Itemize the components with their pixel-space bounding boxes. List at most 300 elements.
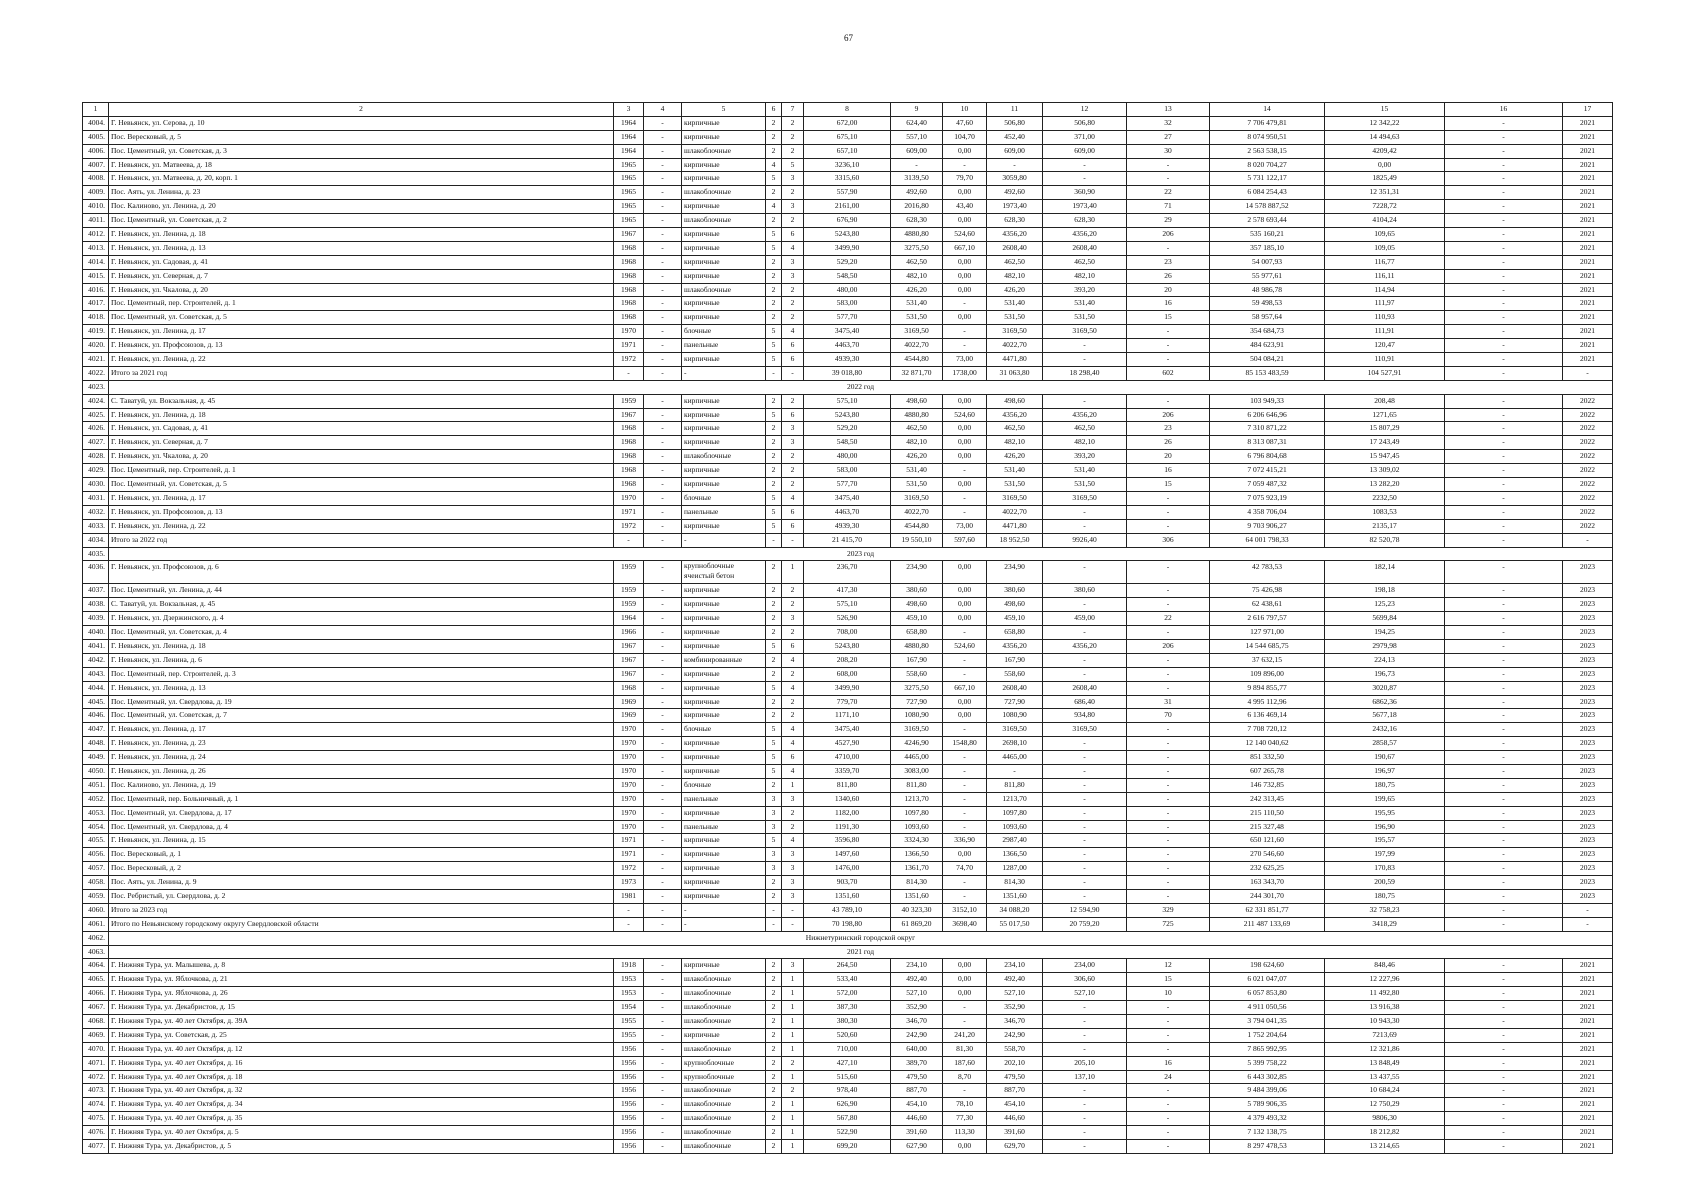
table-cell: кирпичные bbox=[682, 130, 766, 144]
table-cell: 454,10 bbox=[891, 1098, 943, 1112]
table-cell: 6 bbox=[782, 505, 804, 519]
table-cell: 2 bbox=[782, 464, 804, 478]
table-row bbox=[83, 408, 1613, 422]
table-cell: - bbox=[1563, 917, 1613, 931]
table-cell: 1953 bbox=[614, 987, 644, 1001]
table-cell: - bbox=[1127, 820, 1210, 834]
table-row bbox=[83, 598, 1613, 612]
table-cell: - bbox=[1043, 1098, 1127, 1112]
table-cell: 1956 bbox=[614, 1126, 644, 1140]
table-cell: 2021 bbox=[1563, 130, 1613, 144]
table-cell: 77,30 bbox=[943, 1112, 987, 1126]
table-cell: блочные bbox=[682, 491, 766, 505]
table-cell: 16 bbox=[1127, 1056, 1210, 1070]
row-number: 4023. bbox=[83, 380, 109, 394]
table-cell: 1959 bbox=[614, 584, 644, 598]
table-cell: - bbox=[644, 1042, 682, 1056]
column-number: 16 bbox=[1445, 103, 1563, 117]
table-cell: 0,00 bbox=[943, 450, 987, 464]
table-cell: 4013. bbox=[83, 241, 109, 255]
table-cell: 2979,98 bbox=[1325, 639, 1445, 653]
table-cell: 23 bbox=[1127, 422, 1210, 436]
table-cell: панельные bbox=[682, 505, 766, 519]
table-cell: 2023 bbox=[1563, 876, 1613, 890]
table-cell: 3 bbox=[782, 422, 804, 436]
table-cell: 887,70 bbox=[891, 1084, 943, 1098]
table-cell: 3 bbox=[766, 820, 782, 834]
table-cell: шлакоблочные bbox=[682, 1140, 766, 1154]
column-number: 15 bbox=[1325, 103, 1445, 117]
table-cell: 1973 bbox=[614, 876, 644, 890]
table-cell: 1973,40 bbox=[987, 200, 1043, 214]
table-cell: 1968 bbox=[614, 436, 644, 450]
table-cell: 640,00 bbox=[891, 1042, 943, 1056]
table-cell: 2 bbox=[766, 612, 782, 626]
table-cell: 1970 bbox=[614, 325, 644, 339]
table-cell: - bbox=[1445, 325, 1563, 339]
table-cell: 4356,20 bbox=[987, 408, 1043, 422]
table-cell: 22 bbox=[1127, 186, 1210, 200]
table-cell: - bbox=[1445, 639, 1563, 653]
table-cell: 2023 bbox=[1563, 598, 1613, 612]
table-cell: 7213,69 bbox=[1325, 1028, 1445, 1042]
table-cell: 4052. bbox=[83, 792, 109, 806]
table-cell: 2 bbox=[766, 695, 782, 709]
table-cell: 1968 bbox=[614, 478, 644, 492]
table-cell: 357 185,10 bbox=[1210, 241, 1325, 255]
total-row bbox=[83, 533, 1613, 547]
table-cell: кирпичные bbox=[682, 228, 766, 242]
table-cell: 1093,60 bbox=[987, 820, 1043, 834]
table-cell: 1968 bbox=[614, 255, 644, 269]
table-cell: 85 153 483,59 bbox=[1210, 366, 1325, 380]
table-cell: - bbox=[1043, 172, 1127, 186]
table-cell: 3139,50 bbox=[891, 172, 943, 186]
table-cell: шлакоблочные bbox=[682, 973, 766, 987]
table-cell: 3 bbox=[766, 792, 782, 806]
table-cell: 2 bbox=[782, 144, 804, 158]
table-cell: 1080,90 bbox=[987, 709, 1043, 723]
table-cell: 2023 bbox=[1563, 778, 1613, 792]
table-cell: шлакоблочные bbox=[682, 1084, 766, 1098]
table-cell: Пос. Цементный, пер. Больничный, д. 1 bbox=[109, 792, 614, 806]
table-cell: 2021 bbox=[1563, 959, 1613, 973]
table-cell: - bbox=[1445, 862, 1563, 876]
table-cell: 2 bbox=[782, 626, 804, 640]
table-cell: блочные bbox=[682, 325, 766, 339]
table-cell: 234,90 bbox=[891, 561, 943, 584]
table-cell: 2 bbox=[766, 987, 782, 1001]
table-cell: 4006. bbox=[83, 144, 109, 158]
table-cell: кирпичные bbox=[682, 353, 766, 367]
table-cell: - bbox=[1127, 737, 1210, 751]
table-cell: 6 bbox=[782, 639, 804, 653]
table-cell: 0,00 bbox=[943, 987, 987, 1001]
column-number: 13 bbox=[1127, 103, 1210, 117]
table-cell: 1340,60 bbox=[804, 792, 891, 806]
table-cell: 39 018,80 bbox=[804, 366, 891, 380]
table-cell: 848,46 bbox=[1325, 959, 1445, 973]
table-cell: 4465,00 bbox=[987, 751, 1043, 765]
table-cell: 20 bbox=[1127, 450, 1210, 464]
table-cell: 11 492,80 bbox=[1325, 987, 1445, 1001]
table-cell: - bbox=[644, 450, 682, 464]
table-cell: - bbox=[1127, 172, 1210, 186]
table-cell: - bbox=[644, 325, 682, 339]
table-cell: 4072. bbox=[83, 1070, 109, 1084]
table-cell: 4028. bbox=[83, 450, 109, 464]
table-cell: 0,00 bbox=[943, 561, 987, 584]
table-cell: 2021 bbox=[1563, 353, 1613, 367]
table-cell: 23 bbox=[1127, 255, 1210, 269]
table-cell: 37 632,15 bbox=[1210, 653, 1325, 667]
table-cell: - bbox=[644, 973, 682, 987]
table-cell: 2022 bbox=[1563, 464, 1613, 478]
table-cell: 2 bbox=[766, 1015, 782, 1029]
table-cell: 30 bbox=[1127, 144, 1210, 158]
table-cell: - bbox=[644, 820, 682, 834]
table-cell: - bbox=[1445, 1056, 1563, 1070]
table-cell: кирпичные bbox=[682, 862, 766, 876]
table-cell: 4 bbox=[782, 491, 804, 505]
column-number: 1 bbox=[83, 103, 109, 117]
table-cell: 1182,00 bbox=[804, 806, 891, 820]
table-cell: 667,10 bbox=[943, 241, 987, 255]
table-cell: 4022,70 bbox=[891, 505, 943, 519]
table-cell: 557,10 bbox=[891, 130, 943, 144]
table-cell: - bbox=[1445, 505, 1563, 519]
table-cell: - bbox=[644, 200, 682, 214]
table-cell: - bbox=[1445, 464, 1563, 478]
table-cell: 3169,50 bbox=[1043, 491, 1127, 505]
table-cell: 2023 bbox=[1563, 751, 1613, 765]
table-cell: 2 bbox=[782, 478, 804, 492]
table-cell: 3059,80 bbox=[987, 172, 1043, 186]
table-cell: шлакоблочные bbox=[682, 1098, 766, 1112]
table-cell: 531,50 bbox=[891, 478, 943, 492]
table-cell: 4071. bbox=[83, 1056, 109, 1070]
table-cell: 462,50 bbox=[1043, 255, 1127, 269]
table-cell: 4544,80 bbox=[891, 353, 943, 367]
table-cell: 498,60 bbox=[987, 598, 1043, 612]
table-cell: 4036. bbox=[83, 561, 109, 584]
table-cell: 4068. bbox=[83, 1015, 109, 1029]
table-cell: Г. Невьянск, ул. Ленина, д. 22 bbox=[109, 519, 614, 533]
table-cell: кирпичные bbox=[682, 269, 766, 283]
table-cell: 0,00 bbox=[943, 612, 987, 626]
table-cell: шлакоблочные bbox=[682, 1112, 766, 1126]
table-cell: - bbox=[1043, 1042, 1127, 1056]
table-cell: - bbox=[1127, 1015, 1210, 1029]
table-cell: 3 bbox=[782, 848, 804, 862]
table-cell: 3596,80 bbox=[804, 834, 891, 848]
table-cell: 1970 bbox=[614, 820, 644, 834]
table-cell: 479,50 bbox=[987, 1070, 1043, 1084]
table-cell: 5699,84 bbox=[1325, 612, 1445, 626]
table-cell: 4004. bbox=[83, 116, 109, 130]
table-cell: 2023 bbox=[1563, 806, 1613, 820]
table-cell: 699,20 bbox=[804, 1140, 891, 1154]
table-cell: 170,83 bbox=[1325, 862, 1445, 876]
table-cell: 482,10 bbox=[891, 436, 943, 450]
table-cell: 4544,80 bbox=[891, 519, 943, 533]
table-cell: 725 bbox=[1127, 917, 1210, 931]
table-cell: 234,10 bbox=[987, 959, 1043, 973]
table-cell: - bbox=[943, 653, 987, 667]
table-cell: 811,80 bbox=[891, 778, 943, 792]
table-cell: - bbox=[614, 903, 644, 917]
table-cell: 2023 bbox=[1563, 584, 1613, 598]
table-cell: - bbox=[644, 806, 682, 820]
table-cell: - bbox=[943, 158, 987, 172]
table-cell: - bbox=[1043, 778, 1127, 792]
table-cell: 264,50 bbox=[804, 959, 891, 973]
table-cell: 607 265,78 bbox=[1210, 764, 1325, 778]
table-cell: 1968 bbox=[614, 297, 644, 311]
table-cell: 3169,50 bbox=[891, 723, 943, 737]
table-cell: 2 bbox=[766, 1056, 782, 1070]
table-cell: 1970 bbox=[614, 737, 644, 751]
table-cell: 3169,50 bbox=[891, 491, 943, 505]
table-cell: - bbox=[1127, 241, 1210, 255]
section-title: Нижнетуринский городской округ bbox=[109, 931, 1613, 945]
table-cell: 1 bbox=[782, 1001, 804, 1015]
table-cell: 452,40 bbox=[987, 130, 1043, 144]
table-cell: 3 bbox=[782, 200, 804, 214]
table-cell: 352,90 bbox=[891, 1001, 943, 1015]
table-cell: 0,00 bbox=[943, 186, 987, 200]
table-cell: 200,59 bbox=[1325, 876, 1445, 890]
table-cell: Г. Нижняя Тура, ул. 40 лет Октября, д. 32 bbox=[109, 1084, 614, 1098]
table-cell: 657,10 bbox=[804, 144, 891, 158]
table-cell: 4039. bbox=[83, 612, 109, 626]
table-cell: 531,50 bbox=[891, 311, 943, 325]
table-cell: 2858,57 bbox=[1325, 737, 1445, 751]
table-cell: 15 bbox=[1127, 311, 1210, 325]
table-cell: 1971 bbox=[614, 339, 644, 353]
table-row bbox=[83, 1042, 1613, 1056]
table-cell: - bbox=[1127, 325, 1210, 339]
table-cell: крупноблочные bbox=[682, 1070, 766, 1084]
table-cell: 59 498,53 bbox=[1210, 297, 1325, 311]
table-cell: 1 bbox=[782, 1112, 804, 1126]
table-cell: 9806,30 bbox=[1325, 1112, 1445, 1126]
table-cell: - bbox=[1043, 889, 1127, 903]
table-cell: - bbox=[1127, 519, 1210, 533]
table-cell: 12 227,96 bbox=[1325, 973, 1445, 987]
table-cell: 2023 bbox=[1563, 820, 1613, 834]
table-cell: 2022 bbox=[1563, 491, 1613, 505]
table-cell: 459,00 bbox=[1043, 612, 1127, 626]
table-cell: 6 136 469,14 bbox=[1210, 709, 1325, 723]
table-cell: 1 bbox=[782, 778, 804, 792]
table-row bbox=[83, 612, 1613, 626]
table-cell: - bbox=[1563, 533, 1613, 547]
table-cell: - bbox=[1445, 450, 1563, 464]
table-cell: 2 bbox=[766, 1042, 782, 1056]
table-cell: 2 bbox=[766, 584, 782, 598]
table-cell: 2 bbox=[766, 973, 782, 987]
table-cell: 2023 bbox=[1563, 639, 1613, 653]
table-cell: шлакоблочные bbox=[682, 987, 766, 1001]
table-cell: 3169,50 bbox=[987, 491, 1043, 505]
table-cell: Г. Нижняя Тура, ул. Декабристов, д. 15 bbox=[109, 1001, 614, 1015]
table-cell: - bbox=[644, 172, 682, 186]
table-cell: 628,30 bbox=[1043, 214, 1127, 228]
table-cell: - bbox=[1445, 973, 1563, 987]
table-cell: 4024. bbox=[83, 394, 109, 408]
table-cell: 2 bbox=[766, 478, 782, 492]
table-cell: 531,40 bbox=[1043, 297, 1127, 311]
table-cell: 2023 bbox=[1563, 626, 1613, 640]
table-cell: 5 bbox=[766, 172, 782, 186]
table-cell: 1970 bbox=[614, 491, 644, 505]
table-cell: - bbox=[1127, 491, 1210, 505]
table-cell: 583,00 bbox=[804, 464, 891, 478]
table-cell: 2021 bbox=[1563, 186, 1613, 200]
table-row bbox=[83, 394, 1613, 408]
table-cell: 4020. bbox=[83, 339, 109, 353]
table-row bbox=[83, 806, 1613, 820]
table-cell: 492,60 bbox=[987, 186, 1043, 200]
table-cell: Г. Невьянск, ул. Чкалова, д. 20 bbox=[109, 283, 614, 297]
table-cell: - bbox=[1445, 339, 1563, 353]
table-cell: шлакоблочные bbox=[682, 1001, 766, 1015]
table-cell: 577,70 bbox=[804, 311, 891, 325]
table-cell: панельные bbox=[682, 339, 766, 353]
table-cell: - bbox=[943, 505, 987, 519]
table-cell: 32 871,70 bbox=[891, 366, 943, 380]
table-cell: - bbox=[943, 820, 987, 834]
table-cell: 2021 bbox=[1563, 283, 1613, 297]
table-cell: 4029. bbox=[83, 464, 109, 478]
table-cell: 417,30 bbox=[804, 584, 891, 598]
table-cell: 215 327,48 bbox=[1210, 820, 1325, 834]
table-cell: 110,91 bbox=[1325, 353, 1445, 367]
table-cell: Г. Невьянск, ул. Серова, д. 10 bbox=[109, 116, 614, 130]
table-cell: 5 399 758,22 bbox=[1210, 1056, 1325, 1070]
table-cell: - bbox=[644, 130, 682, 144]
table-cell: 4356,20 bbox=[1043, 639, 1127, 653]
table-cell: 4058. bbox=[83, 876, 109, 890]
table-cell: 26 bbox=[1127, 269, 1210, 283]
table-cell: 13 437,55 bbox=[1325, 1070, 1445, 1084]
table-cell: 206 bbox=[1127, 408, 1210, 422]
table-cell: 4061. bbox=[83, 917, 109, 931]
table-cell: 482,10 bbox=[891, 269, 943, 283]
total-row bbox=[83, 366, 1613, 380]
table-cell: 0,00 bbox=[943, 848, 987, 862]
table-cell: 531,50 bbox=[1043, 311, 1127, 325]
table-cell: 4026. bbox=[83, 422, 109, 436]
table-cell: кирпичные bbox=[682, 764, 766, 778]
table-cell: 4051. bbox=[83, 778, 109, 792]
table-cell: 2 bbox=[766, 598, 782, 612]
table-cell: 3 bbox=[782, 612, 804, 626]
table-cell: - bbox=[1445, 1028, 1563, 1042]
table-cell: 32 758,23 bbox=[1325, 903, 1445, 917]
table-cell: 31 bbox=[1127, 695, 1210, 709]
table-cell: 1497,60 bbox=[804, 848, 891, 862]
table-cell: - bbox=[644, 394, 682, 408]
table-cell: 2023 bbox=[1563, 848, 1613, 862]
table-cell: 1970 bbox=[614, 764, 644, 778]
table-cell: 3236,10 bbox=[804, 158, 891, 172]
table-cell: Пос. Аять, ул. Ленина, д. 23 bbox=[109, 186, 614, 200]
table-cell: Г. Нижняя Тура, ул. Яблочкова, д. 21 bbox=[109, 973, 614, 987]
table-cell: 1959 bbox=[614, 394, 644, 408]
table-cell: 15 947,45 bbox=[1325, 450, 1445, 464]
table-cell: 62 331 851,77 bbox=[1210, 903, 1325, 917]
table-cell: Пос. Цементный, ул. Ленина, д. 44 bbox=[109, 584, 614, 598]
table-cell: 5 bbox=[766, 519, 782, 533]
table-cell: 7 708 720,12 bbox=[1210, 723, 1325, 737]
table-cell: 196,73 bbox=[1325, 667, 1445, 681]
table-cell: - bbox=[1445, 214, 1563, 228]
table-cell: 27 bbox=[1127, 130, 1210, 144]
table-cell: 527,10 bbox=[987, 987, 1043, 1001]
table-cell: 4463,70 bbox=[804, 339, 891, 353]
table-cell: 2023 bbox=[1563, 723, 1613, 737]
table-cell: 2 bbox=[766, 889, 782, 903]
table-cell: 779,70 bbox=[804, 695, 891, 709]
table-cell: - bbox=[891, 158, 943, 172]
table-row bbox=[83, 214, 1613, 228]
table-cell: Г. Невьянск, ул. Ленина, д. 13 bbox=[109, 241, 614, 255]
table-cell: - bbox=[1043, 834, 1127, 848]
table-cell: 78,10 bbox=[943, 1098, 987, 1112]
table-cell: - bbox=[1043, 505, 1127, 519]
table-cell: 4 bbox=[782, 737, 804, 751]
section-header-row bbox=[83, 380, 1613, 394]
table-cell: 114,94 bbox=[1325, 283, 1445, 297]
table-row bbox=[83, 987, 1613, 1001]
table-cell: - bbox=[644, 505, 682, 519]
table-cell: 208,20 bbox=[804, 653, 891, 667]
table-row bbox=[83, 889, 1613, 903]
table-cell: 4356,20 bbox=[1043, 408, 1127, 422]
table-cell: 329 bbox=[1127, 903, 1210, 917]
table-cell: кирпичные bbox=[682, 408, 766, 422]
column-number-row bbox=[83, 103, 1613, 117]
table-cell: 4 bbox=[782, 241, 804, 255]
table-cell: 887,70 bbox=[987, 1084, 1043, 1098]
table-cell: - bbox=[943, 626, 987, 640]
table-cell: 242,90 bbox=[891, 1028, 943, 1042]
table-cell: 597,60 bbox=[943, 533, 987, 547]
table-cell: кирпичные bbox=[682, 519, 766, 533]
table-cell: - bbox=[644, 626, 682, 640]
table-cell: 531,40 bbox=[987, 464, 1043, 478]
table-cell: 531,50 bbox=[987, 478, 1043, 492]
table-cell: 15 bbox=[1127, 478, 1210, 492]
table-cell: 2021 bbox=[1563, 1056, 1613, 1070]
table-cell: 1 bbox=[782, 1028, 804, 1042]
table-cell: - bbox=[644, 889, 682, 903]
table-cell: 811,80 bbox=[804, 778, 891, 792]
table-row bbox=[83, 973, 1613, 987]
table-cell: 4054. bbox=[83, 820, 109, 834]
table-cell: Г. Нижняя Тура, ул. 40 лет Октября, д. 16 bbox=[109, 1056, 614, 1070]
table-row bbox=[83, 422, 1613, 436]
table-cell: 2987,40 bbox=[987, 834, 1043, 848]
table-cell: - bbox=[943, 723, 987, 737]
table-cell: 5 789 906,35 bbox=[1210, 1098, 1325, 1112]
table-cell: 1967 bbox=[614, 653, 644, 667]
table-cell: - bbox=[1445, 478, 1563, 492]
table-cell: - bbox=[1043, 598, 1127, 612]
table-cell: 5 bbox=[766, 353, 782, 367]
